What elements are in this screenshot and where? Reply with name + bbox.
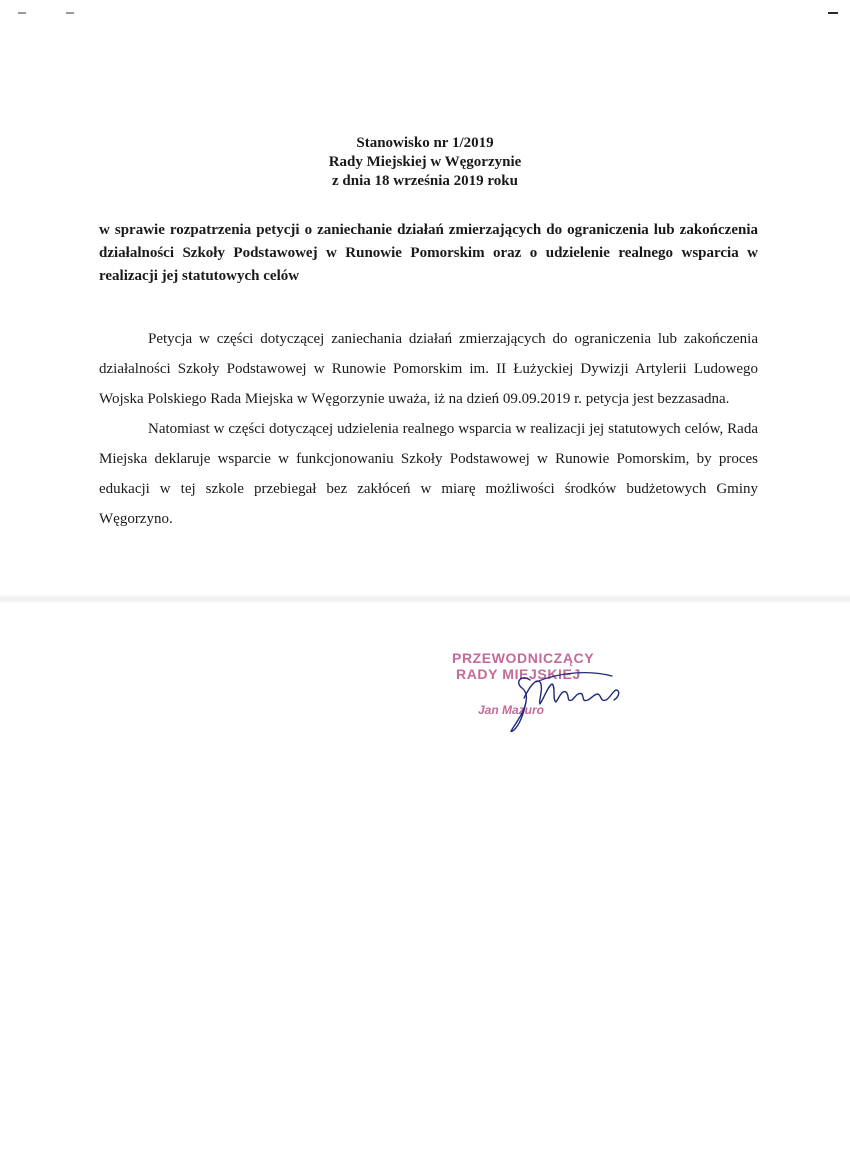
heading-title: Stanowisko nr 1/2019 bbox=[356, 135, 494, 151]
stamp-title: PRZEWODNICZĄCY bbox=[452, 650, 595, 666]
body-paragraph: Natomiast w części dotyczącej udzielenia realnego wsparcia w realizacji jej statutowych celów, Rada Miejska deklaruje wsparcie w funkcjonowaniu Szkoły Podstawowej w Runowie Pomorskim, by proces edukacji w tej szkole przebiegał bez zakłóceń w miarę możliwości środków budżetowych Gminy Węgorzyno. bbox=[99, 421, 758, 527]
document-body bbox=[99, 324, 758, 534]
document-subject: w sprawie rozpatrzenia petycji o zaniechanie działań zmierzających do ograniczenia lub zakończenia działalności Szkoły Podstawowej w Runowie Pomorskim oraz o udzielenie realnego wsparcia w realizacji jej statutowych celów bbox=[99, 222, 758, 284]
stamp-name: Jan Mazuro bbox=[478, 703, 545, 717]
document-heading bbox=[0, 134, 850, 191]
body-paragraph: Petycja w części dotyczącej zaniechania działań zmierzających do ograniczenia lub zakończenia działalności Szkoły Podstawowej w Runowie Pomorskim im. II Łużyckiej Dywizji Artylerii Ludowego Wojska Polskiego Rada Miejska w Węgorzynie uważa, iż na dzień 09.09.2019 r. petycja jest bezzasadna. bbox=[99, 331, 758, 407]
handwritten-signature bbox=[500, 668, 630, 738]
scan-artifact-mark bbox=[66, 12, 74, 14]
heading-council: Rady Miejskiej w Węgorzynie bbox=[328, 154, 522, 170]
paper-fold-line bbox=[0, 594, 850, 604]
stamp-council: RADY MIEJSKIEJ bbox=[456, 666, 581, 682]
scan-artifact-mark bbox=[828, 12, 838, 14]
heading-date: z dnia 18 września 2019 roku bbox=[332, 173, 518, 189]
scan-artifact-mark bbox=[18, 12, 26, 14]
